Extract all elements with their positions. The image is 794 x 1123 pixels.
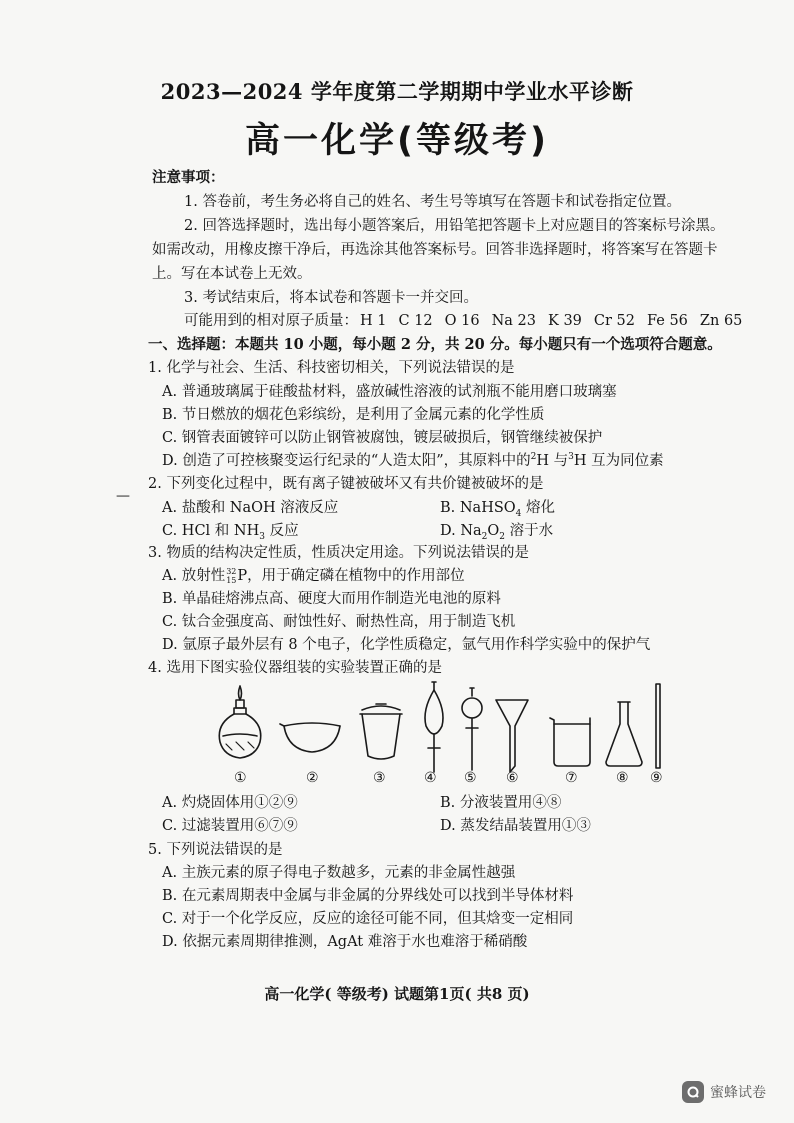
crucible-icon	[360, 704, 402, 759]
apparatus-label-7: ⑦	[565, 770, 578, 786]
q3-option-b: B. 单晶硅熔沸点高、硬度大而用作制造光电池的原料	[162, 591, 501, 607]
q4-option-c: C. 过滤装置用⑥⑦⑨	[162, 818, 298, 834]
q4-option-d: D. 蒸发结晶装置用①③	[440, 818, 591, 834]
atomic-masses: 可能用到的相对原子质量： H 1 C 12 O 16 Na 23 K 39 Cr 52 Fe 56 Zn 65	[184, 313, 743, 329]
page-footer: 高一化学( 等级考) 试题第1页( 共8 页)	[264, 985, 530, 1003]
notice-item-3: 3. 考试结束后，将本试卷和答题卡一并交回。	[184, 290, 478, 306]
funnel-icon	[496, 700, 528, 772]
question-2-stem: 2. 下列变化过程中，既有离子键被破坏又有共价键被破坏的是	[148, 476, 544, 492]
question-1-stem: 1. 化学与社会、生活、科技密切相关，下列说法错误的是	[148, 360, 515, 376]
alcohol-lamp-icon	[219, 686, 260, 758]
atomic-masses-label: 可能用到的相对原子质量：	[184, 313, 358, 329]
watermark	[682, 1081, 766, 1103]
question-5-stem: 5. 下列说法错误的是	[148, 842, 283, 858]
apparatus-label-6: ⑥	[506, 770, 519, 786]
notice-heading: 注意事项：	[152, 169, 225, 186]
separatory-funnel-icon	[425, 682, 443, 772]
watermark-text: 蜜蜂试卷	[710, 1085, 766, 1101]
apparatus-label-3: ③	[373, 770, 386, 786]
q1-option-c: C. 钢管表面镀锌可以防止钢管被腐蚀，镀层破损后，钢管继续被保护	[162, 430, 603, 446]
q2-option-d: D. $Na_2O_2$ 溶于水	[440, 523, 554, 542]
dropping-funnel-icon	[462, 688, 482, 770]
q2-option-c: C. HCl 和 $NH_3$ 反应	[162, 523, 299, 542]
beaker-icon	[550, 718, 590, 766]
notice-item-2-end: 上。写在本试卷上无效。	[152, 266, 312, 282]
notice-item-1: 1. 答卷前，考生务必将自己的姓名、考生号等填写在答题卡和试卷指定位置。	[184, 194, 681, 210]
apparatus-label-2: ②	[306, 770, 319, 786]
margin-mark: —	[116, 488, 130, 504]
apparatus-drawing	[210, 680, 680, 792]
exam-title: 2023—2024 学年度第二学期期中学业水平诊断	[160, 79, 634, 104]
watermark-logo-icon	[682, 1081, 704, 1103]
glass-rod-icon	[656, 684, 660, 768]
apparatus-label-5: ⑤	[464, 770, 477, 786]
q1-option-b: B. 节日燃放的烟花色彩缤纷，是利用了金属元素的化学性质	[162, 407, 545, 423]
apparatus-label-4: ④	[424, 770, 437, 786]
question-4-stem: 4. 选用下图实验仪器组装的实验装置正确的是	[148, 660, 442, 676]
q5-option-d: D. 依据元素周期律推测，AgAt 难溶于水也难溶于稀硝酸	[162, 934, 528, 950]
q4-option-a: A. 灼烧固体用①②⑨	[162, 795, 298, 811]
q1-option-a: A. 普通玻璃属于硅酸盐材料，盛放碱性溶液的试剂瓶不能用磨口玻璃塞	[162, 384, 617, 400]
q5-option-b: B. 在元素周期表中金属与非金属的分界线处可以找到半导体材料	[162, 888, 574, 904]
apparatus-figure	[210, 680, 680, 792]
q2-option-b: B. NaHSO$_4$ 熔化	[440, 500, 556, 519]
conical-flask-icon	[606, 702, 642, 766]
notice-item-2-cont: 如需改动，用橡皮擦干净后，再选涂其他答案标号。回答非选择题时，将答案写在答题卡	[152, 242, 718, 258]
q5-option-a: A. 主族元素的原子得电子数越多，元素的非金属性越强	[162, 865, 516, 881]
q5-option-c: C. 对于一个化学反应，反应的途径可能不同，但其焓变一定相同	[162, 911, 574, 927]
notice-item-2: 2. 回答选择题时，选出每小题答案后，用铅笔把答题卡上对应题目的答案标号涂黑。	[184, 218, 725, 234]
q3-option-a: A. 放射性32 15P，用于确定磷在植物中的作用部位	[162, 567, 465, 585]
apparatus-label-1: ①	[234, 770, 247, 786]
subject-title: 高一化学(等级考)	[245, 121, 549, 161]
question-3-stem: 3. 物质的结构决定性质，性质决定用途。下列说法错误的是	[148, 545, 529, 561]
evaporating-dish-icon	[280, 723, 340, 752]
section-1-heading: 一、选择题：本题共 10 小题，每小题 2 分，共 20 分。每小题只有一个选项符合题意。	[148, 336, 722, 353]
q1-option-d: D. 创造了可控核聚变运行纪录的“人造太阳”，其原料中的$^2$H 与$^3$H 互为同位素	[162, 452, 664, 469]
q4-option-b: B. 分液装置用④⑧	[440, 795, 562, 811]
q2-option-a: A. 盐酸和 NaOH 溶液反应	[162, 500, 339, 516]
apparatus-label-8: ⑧	[616, 770, 629, 786]
q3-option-d: D. 氩原子最外层有 8 个电子，化学性质稳定，氩气用作科学实验中的保护气	[162, 637, 651, 653]
q3-option-c: C. 钛合金强度高、耐蚀性好、耐热性高，用于制造飞机	[162, 614, 516, 630]
apparatus-label-9: ⑨	[650, 770, 663, 786]
